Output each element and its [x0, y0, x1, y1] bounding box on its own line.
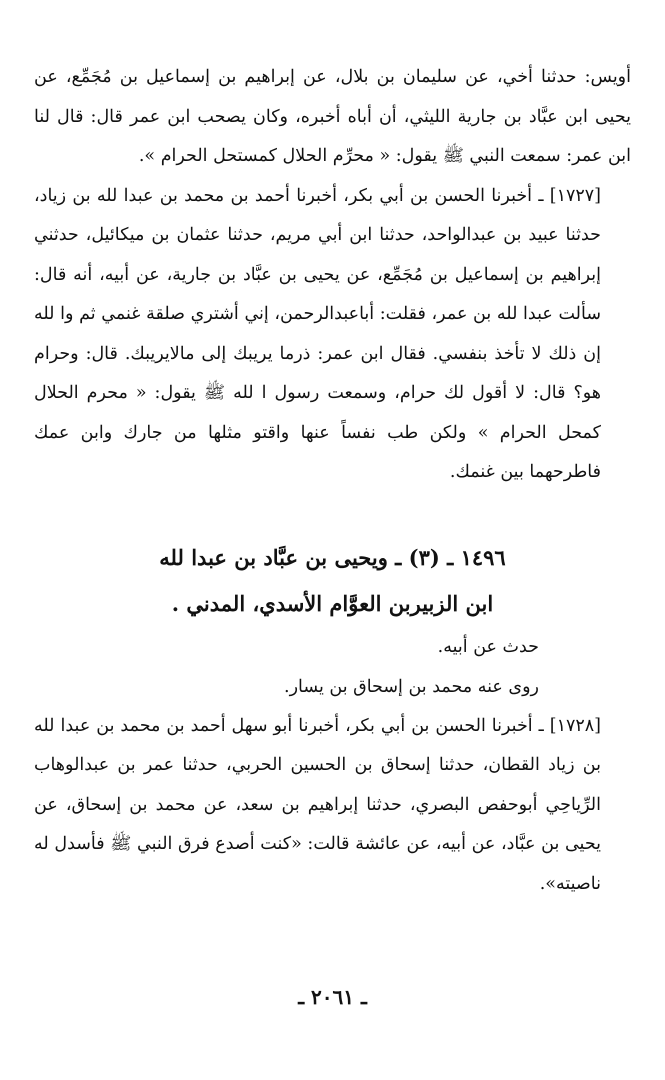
paragraph-1: أويس: حدثنا أخي، عن سليمان بن بلال، عن إبراهيم بن إسماعيل بن مُجَمِّع، عن يحيى ابن عبَّاد بن جارية الليثي، أن أباه أخبره، وكان يصحب ابن عمر قال: قال لنا ابن عمر: سمعت النبي ﷺ يقول: « محرِّم الحلال كمستحل الحرام ».	[34, 67, 631, 166]
narrated-from: حدث عن أبيه.	[437, 636, 539, 657]
entry-heading-line-1: ١٤٩٦ ـ (٣) ـ ويحيى بن عبَّاد بن عبدا لله	[159, 544, 506, 570]
paragraph-1728: [١٧٢٨] ـ أخبرنا الحسن بن أبي بكر، أخبرنا أبو سهل أحمد بن محمد بن عبدا لله بن زياد القطان، حدثنا إسحاق بن الحسين الحربي، حدثنا عمر بن عبدالوهاب الرِّياحِي أبوحفص البصري، حدثنا إبراهيم بن سعد، عن محمد بن إسحاق، عن يحيى بن عبَّاد، عن أبيه، عن عائشة قالت: «كنت أصدع فرق النبي ﷺ فأسدل له ناصيته».	[34, 715, 601, 894]
page-number: ـ ٢٠٦١ ـ	[298, 985, 367, 1009]
entry-heading-line-2: ابن الزبيربن العوَّام الأسدي، المدني .	[171, 590, 494, 616]
paragraph-1727: [١٧٢٧] ـ أخبرنا الحسن بن أبي بكر، أخبرنا أحمد بن محمد بن عبدا لله بن زياد، حدثنا عبيد بن عبدالواحد، حدثنا ابن أبي مريم، حدثنا عثمان بن ميكائيل، حدثني إبراهيم بن إسماعيل بن مُجَمِّع، عن يحيى بن عبَّاد بن جارية، عن أبيه، أنه قال: سألت عبدا لله بن عمر، فقلت: أباعبدالرحمن، إني أشتري صلقة غنمي ثم وا لله إن ذلك لا تأخذ بنفسي. فقال ابن عمر: ذرما يريبك إلى مالايريبك. قال: وحرام هو؟ قال: لا أقول لك حرام، وسمعت رسول ا لله ﷺ يقول: « محرم الحلال كمحل الحرام » ولكن طب نفساً عنها واقتو مثلها من جارك وابن عمك فاطرحهما بين غنمك.	[34, 185, 601, 482]
section-gap	[34, 493, 631, 527]
narrated-by: روى عنه محمد بن إسحاق بن يسار.	[284, 676, 539, 697]
